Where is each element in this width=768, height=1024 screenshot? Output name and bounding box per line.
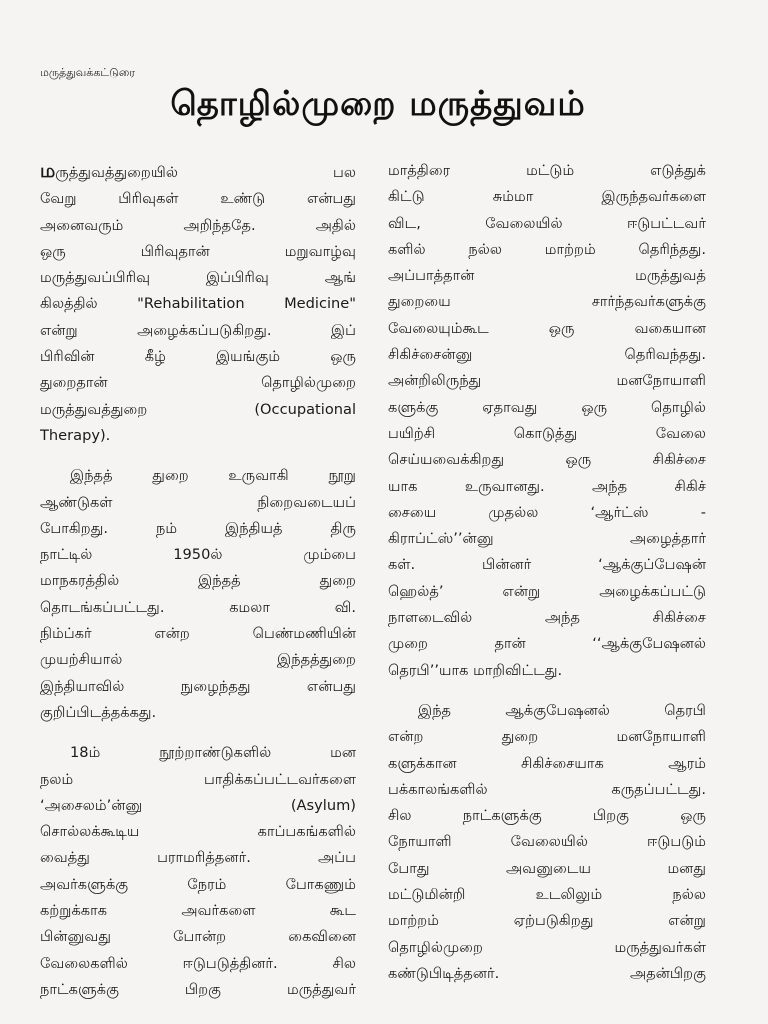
text-line: பயிற்சி கொடுத்து வேலை bbox=[388, 424, 706, 442]
text-line: களுக்கு ஏதாவது ஒரு தொழில் bbox=[388, 398, 706, 416]
text-line: சையை முதல்ல ‘ஆர்ட்ஸ் - bbox=[388, 503, 706, 521]
text-line: என்று அழைக்கப்படுகிறது. இப் bbox=[40, 321, 356, 339]
text-line: கிட்டு சும்மா இருந்தவர்களை bbox=[388, 188, 706, 206]
text-line: அன்றிலிருந்து மனநோயாளி bbox=[388, 372, 706, 390]
text-line: பிரிவின் கீழ் இயங்கும் ஒரு bbox=[40, 348, 356, 366]
text-line: களில் நல்ல மாற்றம் தெரிந்தது. bbox=[388, 240, 706, 258]
text-line: கண்டுபிடித்தனர். அதன்பிறகு bbox=[388, 964, 706, 982]
text-line: போது அவனுடைய மனது bbox=[388, 859, 706, 877]
text-line: என்ற துறை மனநோயாளி bbox=[388, 728, 706, 746]
text-line: Therapy). bbox=[40, 426, 111, 444]
text-line: துறைதான் தொழில்முறை bbox=[40, 374, 356, 392]
text-line: ஹெல்த்’ என்று அழைக்கப்பட்டு bbox=[388, 582, 706, 600]
text-line: நலம் பாதிக்கப்பட்டவர்களை bbox=[40, 770, 356, 788]
text-line: ஆண்டுகள் நிறைவடையப் bbox=[40, 493, 356, 511]
text-line-rest: ருத்துவத்துறையில் பல bbox=[55, 164, 356, 181]
text-line: பின்னுவது போன்ற கைவினை bbox=[40, 928, 356, 946]
text-line: சிகிச்சைன்னு தெரிவந்தது. bbox=[388, 346, 706, 364]
text-line: சொல்லக்கூடிய காப்பகங்களில் bbox=[40, 823, 356, 841]
text-line: ‘அசைலம்’ன்னு (Asylum) bbox=[40, 796, 356, 814]
text-line: களுக்கான சிகிச்சையாக ஆரம் bbox=[388, 754, 706, 772]
section-label: மருத்துவக்கட்டுரை bbox=[40, 66, 136, 79]
article-headline: தொழில்முறை மருத்துவம் bbox=[170, 84, 586, 124]
text-line: நாட்களுக்கு பிறகு மருத்துவர் bbox=[40, 980, 356, 998]
text-line: அப்பாத்தான் மருத்துவத் bbox=[388, 267, 706, 285]
text-line: வைத்து பராமரித்தனர். அப்ப bbox=[40, 849, 356, 867]
text-line: வேலைகளில் ஈடுபடுத்தினர். சில bbox=[40, 954, 356, 972]
text-line: நோயாளி வேலையில் ஈடுபடும் bbox=[388, 833, 706, 851]
article-column-right bbox=[388, 158, 706, 987]
text-line: துறையை சார்ந்தவர்களுக்கு bbox=[388, 293, 706, 311]
paragraph-gap bbox=[40, 726, 356, 740]
text-line: தொடங்கப்பட்டது. கமலா வி. bbox=[40, 598, 356, 616]
text-line: இந்த ஆக்குபேஷனல் தெரபி bbox=[418, 701, 706, 719]
text-line: கற்றுக்காக அவர்களை கூட bbox=[40, 902, 356, 920]
text-line: மட்டுமின்றி உடலிலும் நல்ல bbox=[388, 886, 706, 904]
text-line: யாக உருவானது. அந்த சிகிச் bbox=[388, 477, 706, 495]
text-line: சில நாட்களுக்கு பிறகு ஒரு bbox=[388, 807, 706, 825]
text-line: வேறு பிரிவுகள் உண்டு என்பது bbox=[40, 190, 356, 208]
text-line: மருத்துவப்பிரிவு இப்பிரிவு ஆங் bbox=[40, 269, 356, 287]
text-line: நிம்ப்கர் என்ற பெண்மணியின் bbox=[40, 625, 356, 643]
text-line: போகிறது. நம் இந்தியத் திரு bbox=[40, 519, 356, 537]
text-line: தெரபி’’யாக மாறிவிட்டது. bbox=[388, 661, 563, 679]
drop-cap: ம bbox=[40, 160, 56, 182]
text-line: 18ம் நூற்றாண்டுகளில் மன bbox=[70, 744, 356, 762]
text-line: இந்தியாவில் நுழைந்தது என்பது bbox=[40, 677, 356, 695]
text-line: மருத்துவத்துறை (Occupational bbox=[40, 400, 356, 418]
paragraph-gap bbox=[40, 449, 356, 463]
text-line: நாட்டில் 1950ல் மும்பை bbox=[40, 546, 356, 564]
article-column-left bbox=[40, 158, 356, 1003]
text-line: மாற்றம் ஏற்படுகிறது என்று bbox=[388, 912, 706, 930]
text-line: குறிப்பிடத்தக்கது. bbox=[40, 703, 157, 721]
text-line: விட, வேலையில் ஈடுபட்டவர் bbox=[388, 214, 706, 232]
text-line: மாநகரத்தில் இந்தத் துறை bbox=[40, 572, 356, 590]
text-line: கள். பின்னர் ‘ஆக்குப்பேஷன் bbox=[388, 556, 706, 574]
text-line: முயற்சியால் இந்தத்துறை bbox=[40, 651, 356, 669]
text-line: தொழில்முறை மருத்துவர்கள் bbox=[388, 938, 706, 956]
text-line bbox=[40, 158, 356, 186]
text-line: முறை தான் ‘‘ஆக்குபேஷனல் bbox=[388, 635, 706, 653]
text-line: வேலையும்கூட ஒரு வகையான bbox=[388, 319, 706, 337]
text-line: நாளடைவில் அந்த சிகிச்சை bbox=[388, 609, 706, 627]
text-line: இந்தத் துறை உருவாகி நூறு bbox=[70, 467, 356, 485]
text-line: செய்யவைக்கிறது ஒரு சிகிச்சை bbox=[388, 451, 706, 469]
text-line: அனைவரும் அறிந்ததே. அதில் bbox=[40, 216, 356, 234]
text-line: ஒரு பிரிவுதான் மறுவாழ்வு bbox=[40, 242, 356, 260]
text-line: பக்காலங்களில் கருதப்பட்டது. bbox=[388, 780, 706, 798]
text-line: கிலத்தில் "Rehabilitation Medicine" bbox=[40, 295, 356, 313]
text-line: மாத்திரை மட்டும் எடுத்துக் bbox=[388, 162, 706, 179]
text-line: அவர்களுக்கு நேரம் போகணும் bbox=[40, 875, 356, 893]
text-line: கிராப்ட்ஸ்’’ன்னு அழைத்தார் bbox=[388, 530, 706, 548]
paragraph-gap bbox=[388, 684, 706, 698]
